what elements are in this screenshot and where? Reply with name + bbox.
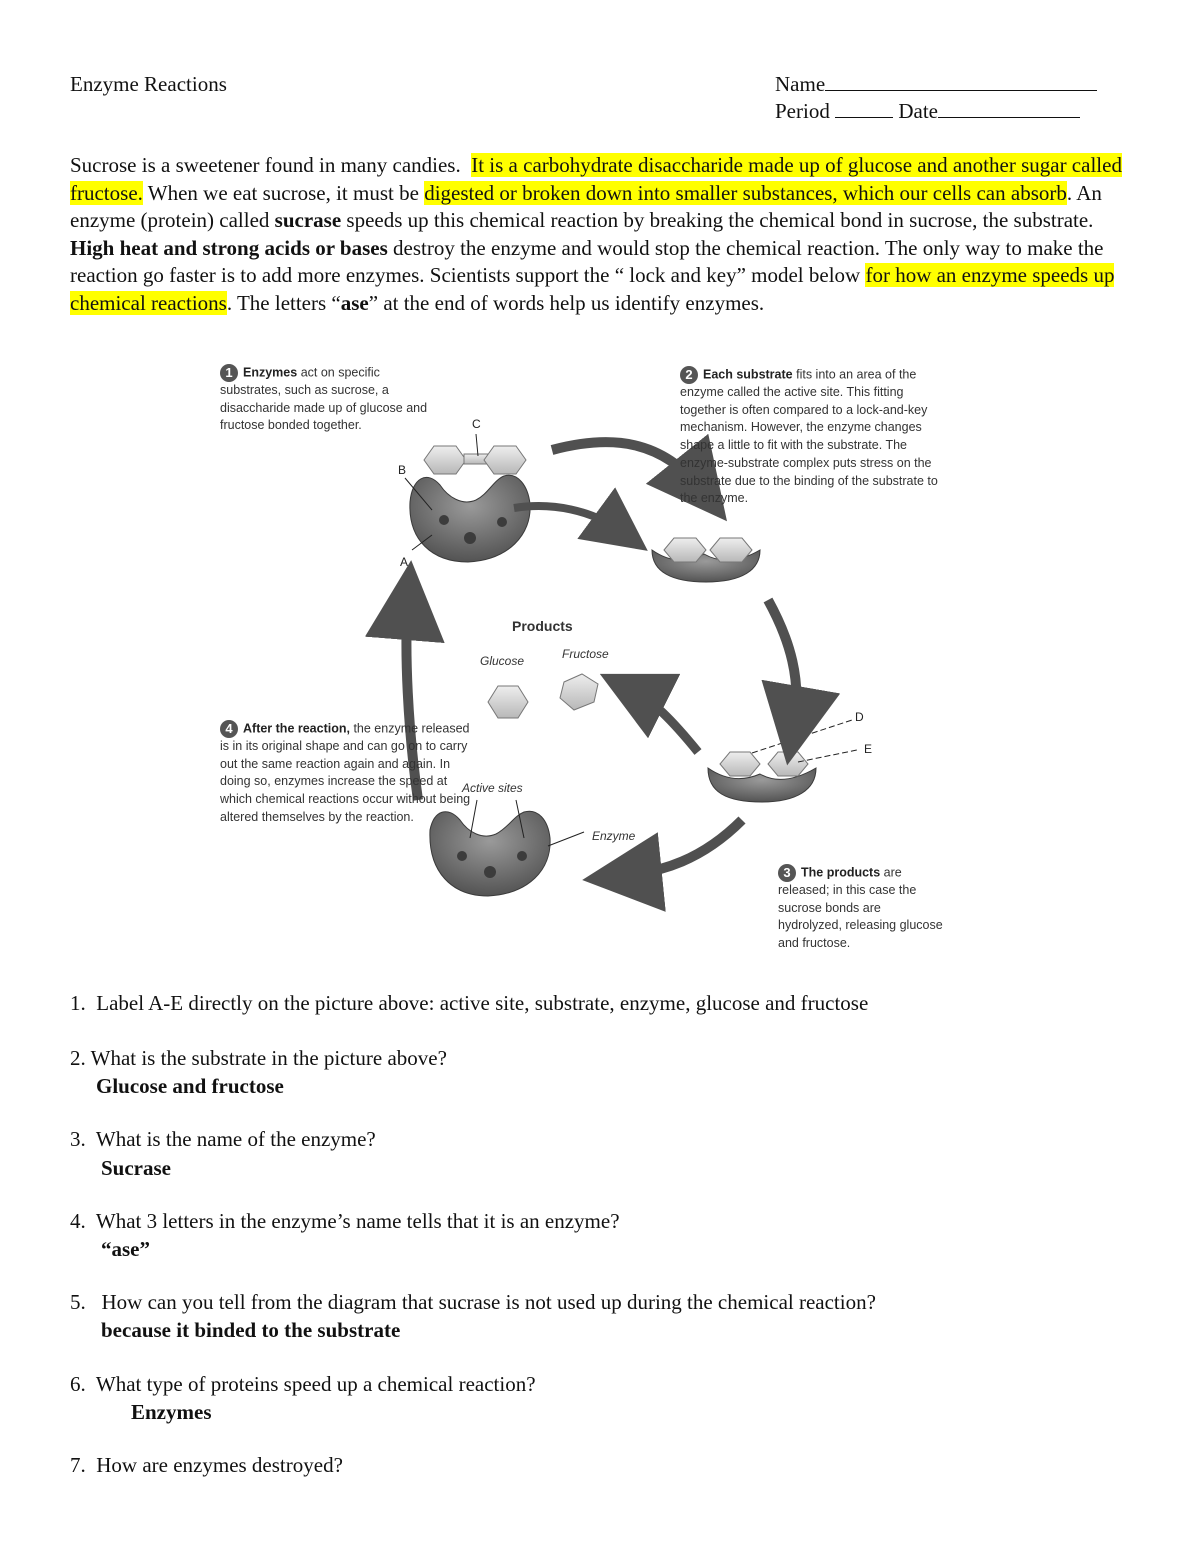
product-fructose [560,674,598,710]
products-heading: Products [512,618,573,634]
question-4 [70,1209,620,1234]
q5-text: How can you tell from the diagram that sucrase is not used up during the chemical reaction? [101,1290,876,1314]
step3-enzyme [708,752,816,802]
step2-bold: Each substrate [703,367,793,382]
period-date-field[interactable] [775,99,1080,124]
question-7 [70,1453,343,1478]
question-2 [70,1046,447,1071]
intro-sentence-3b: . An enzyme (protein) called [70,180,1102,232]
step1-text: act on specific substrates, such as sucrose, a disaccharide made up of glucose and fructose bonded together. [220,365,428,433]
step3-number: 3 [778,864,796,882]
q5-answer[interactable]: because it binded to the substrate [101,1318,401,1342]
q6-answer[interactable]: Enzymes [131,1400,212,1424]
intro-highlight-2: digested or broken down into smaller substances, which our cells can absorb [424,180,1067,205]
step1-substrate [424,446,526,474]
q5-num: 5. [70,1290,86,1314]
q6-num: 6. [70,1372,86,1396]
q4-num: 4. [70,1209,86,1233]
intro-sentence-5: destroy the enzyme and would stop the chemical reaction. The only way to make the reaction go faster is to add more enzymes. Scientists support the “ lock and key” model below [70,235,1104,287]
q3-answer[interactable]: Sucrase [101,1156,171,1180]
product-glucose [488,686,528,718]
enzyme-label: Enzyme [592,829,636,843]
glucose-label: Glucose [480,654,525,668]
step4-text: the enzyme released is in its original shape and can go on to carry out the same reaction again and again. In doing so, enzymes increase the speed at which chemical reactions occur without being altered themselves by the reaction. [220,721,471,824]
question-1 [70,991,868,1016]
intro-paragraph [70,152,1130,317]
letter-c[interactable]: C [472,417,481,431]
name-label: Name [775,72,826,96]
letter-e[interactable]: E [864,742,873,756]
intro-sentence-3a: When we eat sucrose, it must be [147,180,419,205]
q6-text: What type of proteins speed up a chemical reaction? [95,1372,536,1396]
intro-highlight-3: for how an enzyme speeds up chemical reactions [70,263,1115,315]
letter-d[interactable]: D [855,710,864,724]
question-5 [70,1290,876,1315]
step3-caption [778,864,948,953]
term-heat: High heat and strong acids or bases [70,235,388,260]
q2-text: What is the substrate in the picture above? [90,1046,447,1070]
q1-num: 1. [70,991,86,1015]
active-sites-label: Active sites [462,781,523,795]
step4-bold: After the reaction, [243,721,350,736]
question-3 [70,1127,376,1152]
intro-sentence-6a: . The letters “ [226,290,341,315]
intro-highlight-1: It is a carbohydrate disaccharide made up of glucose and another sugar called fructose. [70,153,1122,205]
intro-sentence-1: Sucrose is a sweetener found in many candies. [70,153,461,177]
step2-caption [680,366,942,508]
step2-complex [652,538,760,582]
q3-num: 3. [70,1127,86,1151]
q7-num: 7. [70,1453,86,1477]
lock-and-key-diagram [212,350,974,964]
q4-text: What 3 letters in the enzyme’s name tells that it is an enzyme? [95,1209,620,1233]
q2-answer[interactable]: Glucose and fructose [96,1074,284,1098]
date-blank[interactable] [938,99,1080,118]
step3-text: are released; in this case the sucrose bonds are hydrolyzed, releasing glucose and fructose. [778,865,943,951]
step4-caption [220,720,476,827]
date-label: Date [898,99,938,123]
step4-number: 4 [220,720,238,738]
step1-bold: Enzymes [243,365,298,380]
step1-caption [220,364,440,435]
step1-enzyme [410,475,530,562]
name-field[interactable] [775,72,1097,97]
fructose-label: Fructose [562,647,609,661]
letter-b[interactable]: B [398,463,407,477]
period-blank[interactable] [835,99,893,118]
period-label: Period [775,99,830,123]
intro-sentence-4: speeds up this chemical reaction by breaking the chemical bond in sucrose, the substrate. [346,208,1094,232]
q3-text: What is the name of the enzyme? [95,1127,376,1151]
q4-answer[interactable]: “ase” [101,1237,150,1261]
term-ase: ase [340,290,369,315]
q2-num: 2. [70,1046,86,1070]
letter-a[interactable]: A [400,555,409,569]
step2-text: fits into an area of the enzyme called the active site. This fitting together is often compared to a lock-and-key mechanism. However, the enzyme changes shape a little to fit with the substrate. The enzyme-substrate complex puts stress on the substrate due to the binding of the substrate to the enzyme. [680,367,938,506]
q7-text: How are enzymes destroyed? [96,1453,343,1477]
step3-bold: The products [801,865,881,880]
step1-number: 1 [220,364,238,382]
step2-number: 2 [680,366,698,384]
term-sucrase: sucrase [274,208,342,232]
document-title: Enzyme Reactions [70,72,227,96]
intro-sentence-6b: ” at the end of words help us identify enzymes. [368,290,765,315]
q1-text: Label A-E directly on the picture above: active site, substrate, enzyme, glucose and fructose [96,991,869,1015]
name-blank[interactable] [825,72,1097,91]
question-6 [70,1372,536,1397]
